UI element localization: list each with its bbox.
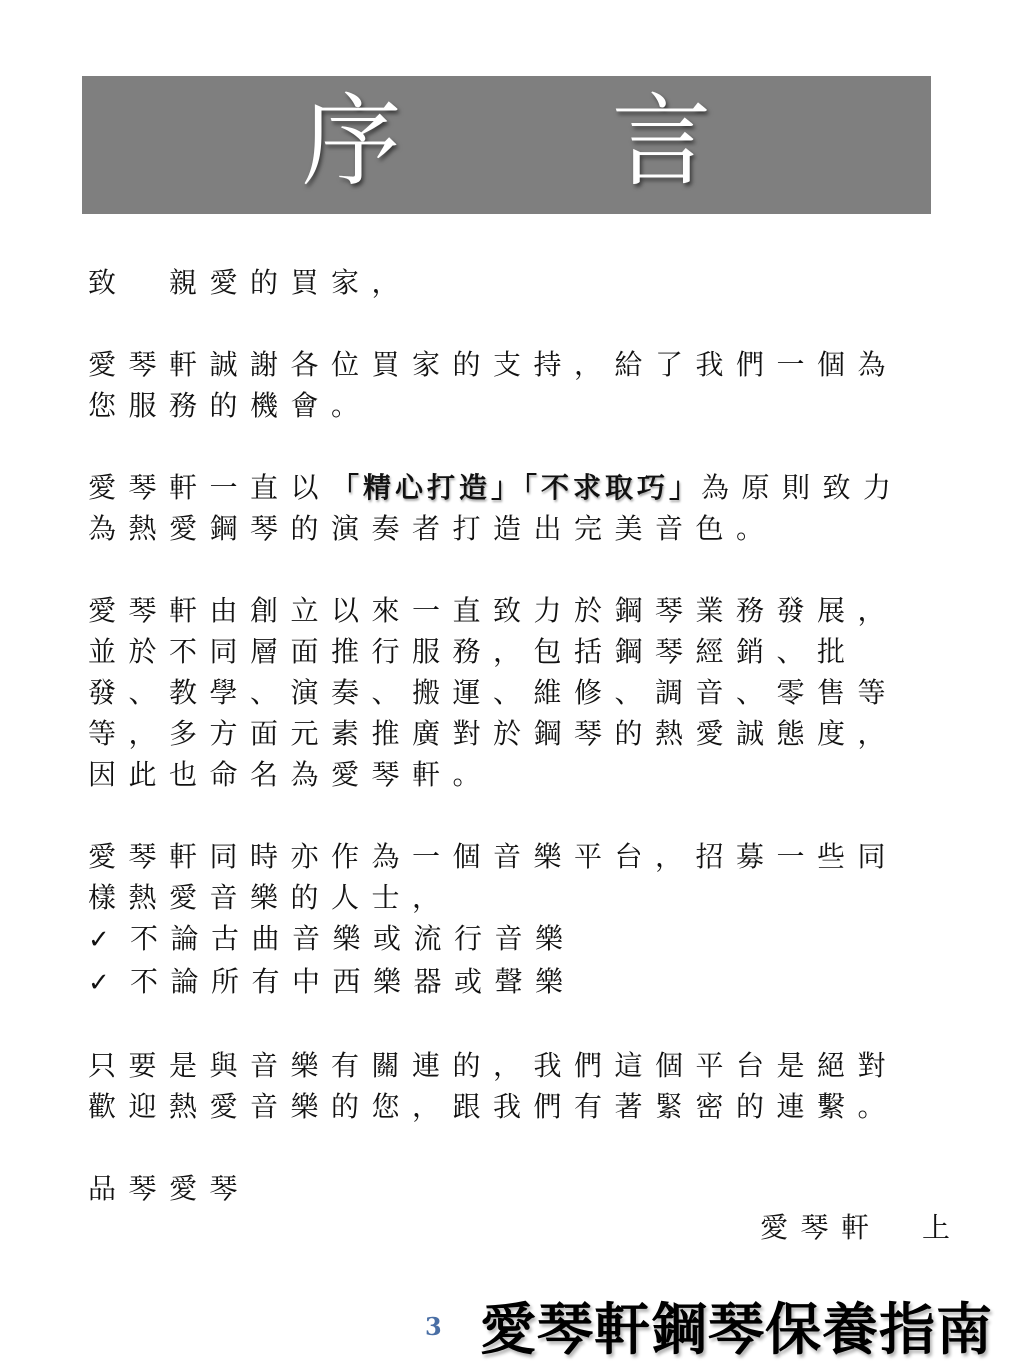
title-char-right: 言 xyxy=(611,83,712,200)
page-title xyxy=(301,83,712,200)
checklist-item-text: 不論所有中西樂器或聲樂 xyxy=(130,965,576,998)
emphasis-no-shortcuts: 「不求取巧」 xyxy=(523,471,702,504)
paragraph-2 xyxy=(88,467,918,549)
checklist-item xyxy=(88,918,918,961)
greeting: 致 親愛的買家， xyxy=(88,266,413,299)
paragraph-1: 愛琴軒誠謝各位買家的支持，給了我們一個為您服務的機會。 xyxy=(88,348,899,422)
checklist-item-text: 不論古曲音樂或流行音樂 xyxy=(130,922,576,955)
checklist-item xyxy=(88,961,918,1004)
paragraph-4: 愛琴軒同時亦作為一個音樂平台，招募一些同樣熱愛音樂的人士， xyxy=(88,840,899,914)
title-banner xyxy=(82,76,931,214)
paragraph-2-prefix: 愛琴軒一直以 xyxy=(88,471,332,504)
emphasis-crafted: 「精心打造」 xyxy=(331,471,524,504)
title-char-left: 序 xyxy=(301,83,402,200)
closing-line: 品琴愛琴 xyxy=(88,1172,251,1205)
check-icon: ✓ xyxy=(88,925,110,955)
letter-body xyxy=(88,262,918,1209)
paragraph-2-suffix: 為原則致力為熱愛鋼琴的演奏者打造出完美音色。 xyxy=(88,471,904,545)
signature: 愛琴軒 上 xyxy=(760,1211,963,1244)
page-number: 3 xyxy=(425,1312,442,1341)
paragraph-3: 愛琴軒由創立以來一直致力於鋼琴業務發展，並於不同層面推行服務，包括鋼琴經銷、批發、教學、演奏、搬運、維修、調音、零售等等，多方面元素推廣對於鋼琴的熱愛誠態度，因此也命名為愛琴軒。 xyxy=(88,594,899,791)
paragraph-5: 只要是與音樂有關連的，我們這個平台是絕對歡迎熱愛音樂的您，跟我們有著緊密的連繫。 xyxy=(88,1049,899,1123)
check-icon: ✓ xyxy=(88,968,110,998)
footer-guide-title: 愛琴軒鋼琴保養指南 xyxy=(480,1298,993,1363)
